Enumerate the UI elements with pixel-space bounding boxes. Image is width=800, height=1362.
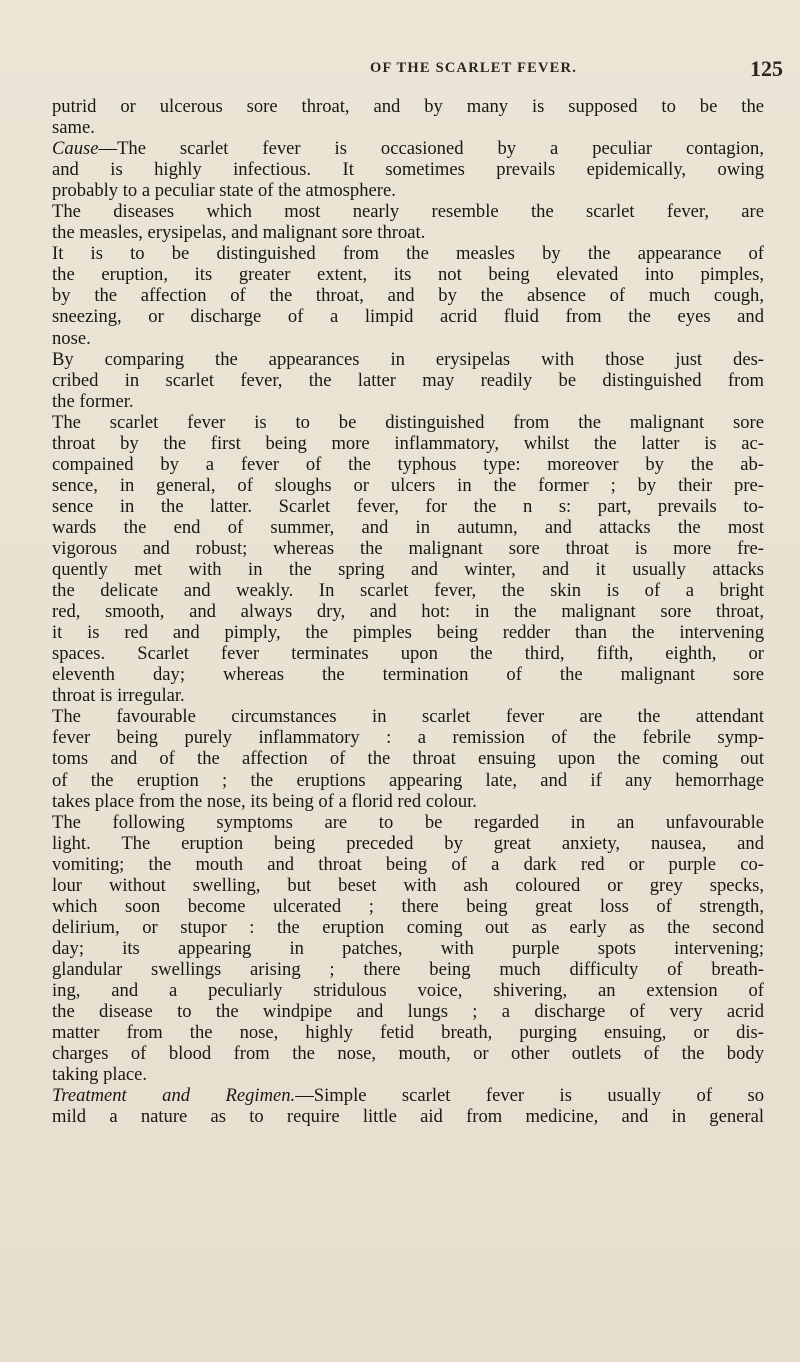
text-line: red, smooth, and always dry, and hot: in the malignant sore throat, (52, 601, 764, 623)
text-line: mild a nature as to require little aid from medicine, and in general (52, 1106, 764, 1128)
section-heading-cause: Cause (52, 138, 99, 160)
text-line: vomiting; the mouth and throat being of a dark red or purple co- (52, 853, 764, 875)
text-line: throat is irregular. (52, 685, 185, 707)
text-line: cribed in scarlet fever, the latter may readily be distinguished from (52, 369, 764, 391)
text-line: eleventh day; whereas the termination of the malignant sore (52, 664, 764, 686)
text-line: and is highly infectious. It sometimes prevails epidemically, owing (52, 159, 764, 181)
text-line: throat by the first being more inflammatory, whilst the latter is ac- (52, 432, 764, 454)
section-heading-treatment: Treatment and Regimen. (52, 1085, 296, 1107)
text-line (52, 138, 764, 159)
running-title: OF THE SCARLET FEVER. (370, 60, 578, 76)
text-line: by the affection of the throat, and by the absence of much cough, (52, 285, 764, 307)
text-line: spaces. Scarlet fever terminates upon the third, fifth, eighth, or (52, 643, 764, 665)
text-line: sneezing, or discharge of a limpid acrid fluid from the eyes and (52, 306, 764, 328)
text-line: the eruption, its greater extent, its not being elevated into pimples, (52, 264, 764, 286)
text-line: the disease to the windpipe and lungs ; a discharge of very acrid (52, 1001, 764, 1023)
text-line: The favourable circumstances in scarlet fever are the attendant (52, 706, 764, 728)
text-line: lour without swelling, but beset with ash coloured or grey specks, (52, 874, 764, 896)
text-line: glandular swellings arising ; there being much difficulty of breath- (52, 958, 764, 980)
text-line-rest: —The scarlet fever is occasioned by a peculiar contagion, (98, 138, 764, 160)
running-head (0, 56, 800, 86)
text-line: putrid or ulcerous sore throat, and by many is supposed to be the (52, 96, 764, 117)
text-line: probably to a peculiar state of the atmosphere. (52, 180, 396, 202)
text-line: quently met with in the spring and winter, and it usually attacks (52, 559, 764, 581)
text-line: toms and of the affection of the throat ensuing upon the coming out (52, 748, 764, 770)
text-line: takes place from the nose, its being of a florid red colour. (52, 790, 477, 812)
text-line: the delicate and weakly. In scarlet fever, the skin is of a bright (52, 580, 764, 602)
text-line-rest: —Simple scarlet fever is usually of so (295, 1085, 764, 1107)
text-line: fever being purely inflammatory : a remission of the febrile symp- (52, 727, 764, 749)
text-line: vigorous and robust; whereas the malignant sore throat is more fre- (52, 537, 764, 559)
text-line: ing, and a peculiarly stridulous voice, shivering, an extension of (52, 979, 764, 1001)
text-line: sence in the latter. Scarlet fever, for the n s: part, prevails to- (52, 495, 764, 517)
text-line: sence, in general, of sloughs or ulcers in the former ; by their pre- (52, 474, 764, 496)
text-line: By comparing the appearances in erysipelas with those just des- (52, 348, 764, 370)
text-line: matter from the nose, highly fetid breath, purging ensuing, or dis- (52, 1022, 764, 1044)
text-line: light. The eruption being preceded by great anxiety, nausea, and (52, 832, 764, 854)
text-line (52, 1085, 764, 1106)
text-line: it is red and pimply, the pimples being redder than the intervening (52, 622, 764, 644)
text-line: wards the end of summer, and in autumn, and attacks the most (52, 516, 764, 538)
text-line: compained by a fever of the typhous type: moreover by the ab- (52, 453, 764, 475)
text-line: which soon become ulcerated ; there being great loss of strength, (52, 895, 764, 917)
text-line: It is to be distinguished from the measles by the appearance of (52, 243, 764, 265)
text-line: day; its appearing in patches, with purple spots intervening; (52, 937, 764, 959)
text-line: The following symptoms are to be regarded in an unfavourable (52, 811, 764, 833)
text-line: nose. (52, 327, 91, 349)
page-number: 125 (750, 56, 783, 81)
text-line: The diseases which most nearly resemble the scarlet fever, are (52, 201, 764, 223)
text-line: the measles, erysipelas, and malignant sore throat. (52, 222, 426, 244)
text-line: charges of blood from the nose, mouth, or other outlets of the body (52, 1043, 764, 1065)
text-line: of the eruption ; the eruptions appearing late, and if any hemorrhage (52, 769, 764, 791)
text-line: the former. (52, 390, 134, 412)
body-text (52, 96, 764, 1127)
text-line: delirium, or stupor : the eruption coming out as early as the second (52, 916, 764, 938)
text-line: taking place. (52, 1064, 147, 1086)
text-line: same. (52, 117, 95, 139)
text-line: The scarlet fever is to be distinguished from the malignant sore (52, 411, 764, 433)
